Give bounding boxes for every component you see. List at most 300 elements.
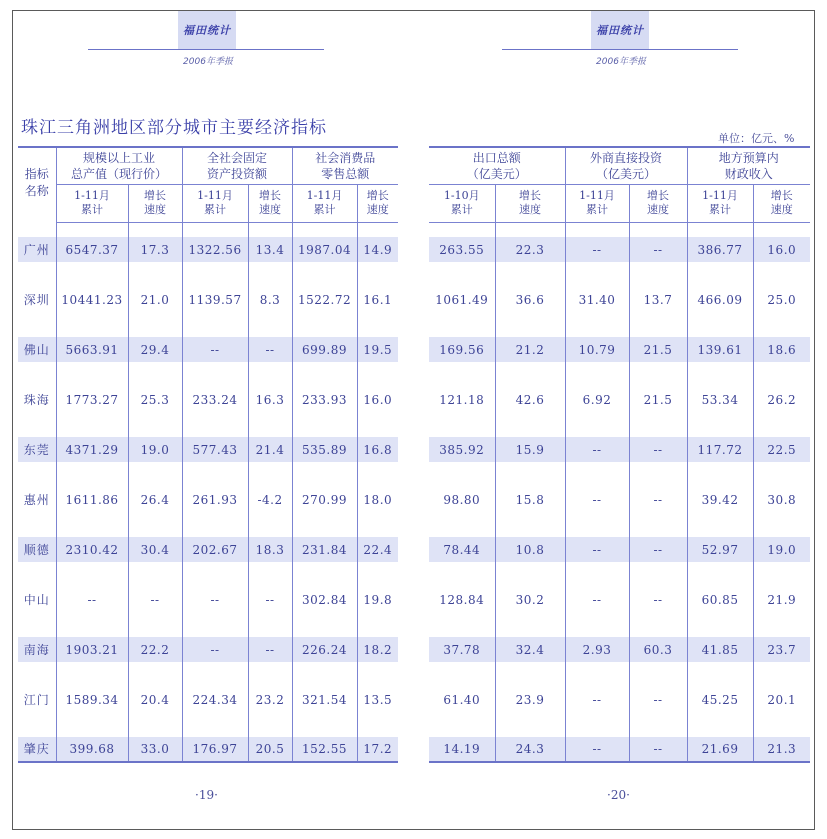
data-cell: 20.1: [767, 692, 797, 707]
sub-header-line2: 累计: [586, 203, 609, 216]
table-row: [18, 387, 398, 412]
data-cell: --: [565, 487, 629, 512]
sub-header: [629, 184, 687, 222]
spacer-cell: [565, 662, 629, 687]
data-cell: 61.40: [429, 687, 495, 712]
data-cell: --: [565, 737, 629, 762]
spacer-cell: [357, 362, 398, 387]
data-cell: 25.0: [767, 292, 797, 307]
spacer-cell: [248, 562, 292, 587]
page-number-right: ·20·: [607, 788, 630, 802]
data-cell: 176.97: [182, 737, 248, 762]
data-cell: 17.2: [357, 737, 398, 762]
sub-header: [292, 184, 357, 222]
data-cell: 31.40: [565, 287, 629, 312]
spacer-cell: [495, 712, 565, 737]
spacer-cell: [248, 462, 292, 487]
spacer-cell: [687, 712, 753, 737]
spacer-cell: [56, 712, 128, 737]
data-cell: 21.5: [629, 387, 687, 412]
page-number-left: ·19·: [195, 788, 218, 802]
data-cell: 22.3: [495, 237, 565, 262]
data-cell: 41.85: [687, 637, 753, 662]
sub-header-line2: 速度: [519, 203, 541, 216]
table-row: [429, 537, 810, 562]
spacer-cell: [128, 262, 182, 287]
header-rule-left: [88, 49, 324, 50]
data-cell: 231.84: [292, 537, 357, 562]
data-cell: 152.55: [292, 737, 357, 762]
spacer-cell: [357, 562, 398, 587]
sub-header-line2: 累计: [81, 203, 103, 216]
spacer-row: [429, 312, 810, 337]
data-cell: --: [182, 587, 248, 612]
group-header: [565, 147, 687, 184]
data-cell: --: [629, 537, 687, 562]
spacer-cell: [429, 512, 495, 537]
spacer-cell: [248, 662, 292, 687]
spacer-cell: [687, 262, 753, 287]
data-cell: --: [629, 687, 687, 712]
data-cell: 6.92: [565, 387, 629, 412]
data-cell: 21.4: [248, 437, 292, 462]
sub-header-line1: 增长: [144, 188, 166, 202]
season-label-left: 2006年季报: [183, 57, 233, 67]
spacer-cell: [18, 412, 56, 437]
spacer-cell: [292, 512, 357, 537]
data-cell: 30.2: [495, 587, 565, 612]
data-cell: --: [248, 637, 292, 662]
data-cell: 45.25: [687, 687, 753, 712]
spacer-cell: [292, 262, 357, 287]
data-cell: 10.8: [495, 537, 565, 562]
spacer-cell: [429, 412, 495, 437]
data-cell: 699.89: [292, 337, 357, 362]
data-cell: 302.84: [292, 587, 357, 612]
sub-header-line1: 1-11月: [702, 188, 738, 202]
data-cell: 20.4: [128, 687, 182, 712]
data-cell: 6547.37: [56, 237, 128, 262]
spacer-cell: [753, 312, 810, 337]
spacer-cell: [565, 462, 629, 487]
group-header: [429, 147, 565, 184]
group-header-line1: 规模以上工业: [83, 150, 156, 165]
spacer-cell: [182, 662, 248, 687]
spacer-cell: [629, 362, 687, 387]
unit-label: 单位：亿元、%: [718, 132, 795, 145]
data-cell: 30.8: [767, 492, 797, 507]
data-cell: 18.2: [357, 637, 398, 662]
data-cell: --: [565, 237, 629, 262]
group-header-row: [429, 147, 810, 184]
sub-header-line1: 1-11月: [197, 188, 233, 202]
spacer-cell: [429, 562, 495, 587]
data-cell: 14.9: [357, 237, 398, 262]
spacer-cell: [429, 362, 495, 387]
data-cell: 16.1: [363, 292, 393, 307]
spacer-cell: [248, 612, 292, 637]
table-row: [429, 687, 810, 712]
spacer-cell: [182, 222, 248, 237]
city-name-cell: 惠州: [18, 487, 56, 512]
brand-tab-left: [178, 11, 236, 49]
sub-header-line1: 增长: [519, 188, 541, 202]
data-cell: 20.5: [248, 737, 292, 762]
spacer-cell: [128, 662, 182, 687]
table-row: [429, 737, 810, 762]
data-cell: 1061.49: [429, 287, 495, 312]
table-row: [18, 437, 398, 462]
sub-header: [495, 184, 565, 222]
data-cell: --: [629, 587, 687, 612]
spacer-row: [429, 662, 810, 687]
sub-header-line1: 增长: [259, 188, 282, 202]
spacer-cell: [182, 312, 248, 337]
spacer-cell: [629, 312, 687, 337]
sub-header: [429, 184, 495, 222]
spacer-cell: [182, 612, 248, 637]
data-cell: --: [565, 687, 629, 712]
season-label-right: 2006年季报: [596, 57, 646, 67]
data-cell: 36.6: [495, 287, 565, 312]
spacer-cell: [629, 512, 687, 537]
sub-header-row: [429, 184, 810, 222]
spacer-cell: [292, 562, 357, 587]
spacer-cell: [292, 362, 357, 387]
data-cell: --: [629, 737, 687, 762]
group-header-line1: 社会消费品: [315, 150, 376, 165]
spacer-cell: [128, 562, 182, 587]
spacer-cell: [18, 222, 56, 237]
spacer-cell: [687, 662, 753, 687]
data-cell: 53.34: [687, 387, 753, 412]
spacer-row: [429, 222, 810, 237]
sub-header-line1: 1-10月: [443, 188, 480, 202]
data-cell: 22.5: [753, 437, 810, 462]
spacer-cell: [495, 662, 565, 687]
brand-tab-right: [591, 11, 649, 49]
spacer-cell: [495, 412, 565, 437]
spacer-cell: [128, 362, 182, 387]
data-cell: 26.2: [767, 392, 797, 407]
data-cell: --: [56, 587, 128, 612]
spacer-cell: [292, 312, 357, 337]
data-cell: 60.85: [687, 587, 753, 612]
spacer-cell: [248, 512, 292, 537]
table-row: [429, 387, 810, 412]
data-cell: 24.3: [495, 737, 565, 762]
spacer-row: [18, 662, 398, 687]
sub-header-line1: 增长: [647, 188, 670, 202]
spacer-cell: [128, 412, 182, 437]
group-header-line1: 地方预算内: [718, 150, 779, 165]
group-header-line2: （亿美元）: [596, 166, 657, 181]
group-header-row: [18, 147, 398, 184]
group-header: [182, 147, 292, 184]
spacer-cell: [128, 462, 182, 487]
spacer-cell: [629, 222, 687, 237]
spacer-cell: [56, 462, 128, 487]
spacer-cell: [248, 222, 292, 237]
sub-header: [687, 184, 753, 222]
group-header-line1: 出口总额: [472, 150, 521, 165]
data-cell: 224.34: [182, 687, 248, 712]
spacer-row: [429, 712, 810, 737]
data-cell: --: [629, 437, 687, 462]
sub-header: [182, 184, 248, 222]
sub-header-line2: 速度: [770, 203, 793, 216]
data-cell: 1322.56: [182, 237, 248, 262]
spacer-cell: [18, 312, 56, 337]
spacer-cell: [495, 462, 565, 487]
spacer-cell: [18, 262, 56, 287]
sub-header-line2: 累计: [709, 203, 732, 216]
data-cell: 385.92: [429, 437, 495, 462]
brand-logo-left: 福田统计: [183, 24, 231, 37]
city-name-cell: 佛山: [18, 337, 56, 362]
spacer-row: [429, 262, 810, 287]
city-name-cell: 肇庆: [18, 737, 56, 762]
spacer-cell: [56, 222, 128, 237]
spacer-cell: [629, 412, 687, 437]
spacer-cell: [357, 462, 398, 487]
spacer-cell: [629, 712, 687, 737]
data-cell: 15.9: [495, 437, 565, 462]
spacer-cell: [182, 462, 248, 487]
data-cell: 169.56: [429, 337, 495, 362]
data-cell: 42.6: [495, 387, 565, 412]
data-cell: 21.2: [495, 337, 565, 362]
data-cell: 29.4: [128, 337, 182, 362]
spacer-cell: [687, 462, 753, 487]
city-name-cell: 顺德: [18, 537, 56, 562]
data-cell: 1987.04: [292, 237, 357, 262]
spacer-row: [429, 562, 810, 587]
data-cell: --: [128, 587, 182, 612]
spacer-cell: [753, 562, 810, 587]
spacer-row: [429, 512, 810, 537]
spacer-cell: [56, 312, 128, 337]
city-name-cell: 南海: [18, 637, 56, 662]
sub-header-line1: 1-11月: [74, 188, 110, 202]
sub-header: [128, 184, 182, 222]
sub-header: [753, 184, 810, 222]
spacer-cell: [687, 312, 753, 337]
spacer-cell: [687, 612, 753, 637]
data-cell: 13.4: [248, 237, 292, 262]
sub-header-line2: 速度: [366, 203, 389, 216]
data-cell: 23.2: [248, 687, 292, 712]
data-cell: 386.77: [687, 237, 753, 262]
spacer-cell: [429, 262, 495, 287]
spacer-cell: [565, 222, 629, 237]
data-cell: 21.3: [753, 737, 810, 762]
data-cell: 10.79: [565, 337, 629, 362]
data-cell: 17.3: [128, 237, 182, 262]
spacer-cell: [753, 662, 810, 687]
data-cell: 21.69: [687, 737, 753, 762]
spacer-cell: [182, 712, 248, 737]
data-cell: 1589.34: [56, 687, 128, 712]
spacer-cell: [565, 312, 629, 337]
data-cell: --: [629, 237, 687, 262]
data-cell: 19.8: [363, 592, 393, 607]
left-indicator-table: [18, 146, 398, 763]
spacer-cell: [629, 612, 687, 637]
data-cell: 233.93: [292, 387, 357, 412]
sub-header-line1: 增长: [366, 188, 389, 202]
spacer-cell: [753, 362, 810, 387]
spacer-cell: [753, 462, 810, 487]
data-cell: 21.0: [128, 287, 182, 312]
spacer-cell: [56, 412, 128, 437]
spacer-row: [18, 512, 398, 537]
data-cell: 1903.21: [56, 637, 128, 662]
data-cell: 2310.42: [56, 537, 128, 562]
data-cell: 14.19: [429, 737, 495, 762]
data-cell: 1611.86: [56, 487, 128, 512]
data-cell: --: [565, 587, 629, 612]
data-cell: 270.99: [292, 487, 357, 512]
data-cell: 8.3: [248, 287, 292, 312]
spacer-row: [429, 362, 810, 387]
data-cell: 13.5: [363, 692, 393, 707]
data-cell: --: [182, 637, 248, 662]
sub-header-line2: 速度: [259, 203, 282, 216]
data-cell: 1139.57: [182, 287, 248, 312]
group-header-line2: 零售总额: [321, 166, 370, 181]
table-row: [18, 687, 398, 712]
data-cell: 139.61: [687, 337, 753, 362]
table-row: [18, 237, 398, 262]
data-cell: --: [182, 337, 248, 362]
data-cell: 399.68: [56, 737, 128, 762]
spacer-cell: [248, 412, 292, 437]
data-cell: 263.55: [429, 237, 495, 262]
data-cell: 37.78: [429, 637, 495, 662]
data-cell: 10441.23: [56, 287, 128, 312]
spacer-cell: [429, 312, 495, 337]
spacer-cell: [56, 612, 128, 637]
spacer-cell: [429, 612, 495, 637]
data-cell: 5663.91: [56, 337, 128, 362]
data-cell: 21.5: [629, 337, 687, 362]
spacer-cell: [565, 612, 629, 637]
spacer-cell: [248, 362, 292, 387]
sub-header-line1: 1-11月: [579, 188, 615, 202]
sub-header-line2: 速度: [144, 203, 166, 216]
table-row: [18, 287, 398, 312]
spacer-cell: [495, 312, 565, 337]
data-cell: 117.72: [687, 437, 753, 462]
data-cell: --: [565, 437, 629, 462]
data-cell: 23.7: [753, 637, 810, 662]
spacer-cell: [687, 412, 753, 437]
spacer-cell: [429, 462, 495, 487]
spacer-cell: [56, 362, 128, 387]
spacer-row: [18, 262, 398, 287]
spacer-row: [18, 362, 398, 387]
city-name-cell: 珠海: [18, 387, 56, 412]
spacer-cell: [495, 262, 565, 287]
spacer-cell: [753, 412, 810, 437]
data-cell: 577.43: [182, 437, 248, 462]
brand-logo-right: 福田统计: [596, 24, 644, 37]
group-header: [687, 147, 810, 184]
data-cell: 16.0: [363, 392, 393, 407]
spacer-row: [18, 222, 398, 237]
spacer-row: [18, 712, 398, 737]
spacer-cell: [357, 662, 398, 687]
spacer-cell: [292, 412, 357, 437]
data-cell: 23.9: [495, 687, 565, 712]
spacer-cell: [18, 712, 56, 737]
data-cell: 13.7: [629, 287, 687, 312]
data-cell: 16.3: [248, 387, 292, 412]
spacer-cell: [56, 662, 128, 687]
spacer-cell: [18, 462, 56, 487]
table-row: [429, 487, 810, 512]
spacer-cell: [753, 612, 810, 637]
spacer-cell: [18, 512, 56, 537]
data-cell: 30.4: [128, 537, 182, 562]
spacer-cell: [565, 362, 629, 387]
data-cell: -4.2: [248, 487, 292, 512]
spacer-cell: [128, 612, 182, 637]
data-cell: 18.3: [248, 537, 292, 562]
spacer-cell: [753, 512, 810, 537]
spacer-cell: [292, 222, 357, 237]
data-cell: 22.2: [128, 637, 182, 662]
table-row: [429, 237, 810, 262]
spacer-cell: [18, 562, 56, 587]
spacer-cell: [182, 562, 248, 587]
data-cell: 78.44: [429, 537, 495, 562]
spacer-cell: [629, 562, 687, 587]
spacer-row: [18, 562, 398, 587]
data-cell: 18.6: [753, 337, 810, 362]
sub-header-line2: 累计: [204, 203, 227, 216]
data-cell: 261.93: [182, 487, 248, 512]
spacer-cell: [18, 362, 56, 387]
data-cell: 535.89: [292, 437, 357, 462]
spacer-cell: [629, 262, 687, 287]
table-row: [18, 487, 398, 512]
sub-header-line1: 增长: [770, 188, 793, 202]
spacer-cell: [357, 512, 398, 537]
indicator-label-line: 指标: [24, 167, 49, 181]
data-cell: 25.3: [128, 387, 182, 412]
data-cell: 26.4: [128, 487, 182, 512]
city-name-cell: 江门: [18, 687, 56, 712]
spacer-cell: [18, 662, 56, 687]
spacer-cell: [292, 662, 357, 687]
spacer-cell: [357, 312, 398, 337]
city-name-cell: 广州: [18, 237, 56, 262]
spacer-row: [18, 462, 398, 487]
spacer-row: [18, 312, 398, 337]
spacer-cell: [128, 712, 182, 737]
data-cell: --: [248, 337, 292, 362]
header-rule-right: [502, 49, 738, 50]
spacer-cell: [357, 262, 398, 287]
data-cell: --: [248, 587, 292, 612]
spacer-cell: [128, 222, 182, 237]
data-cell: 39.42: [687, 487, 753, 512]
group-header-line2: 总产值（现行价）: [71, 166, 168, 181]
spacer-cell: [18, 612, 56, 637]
spacer-cell: [687, 222, 753, 237]
